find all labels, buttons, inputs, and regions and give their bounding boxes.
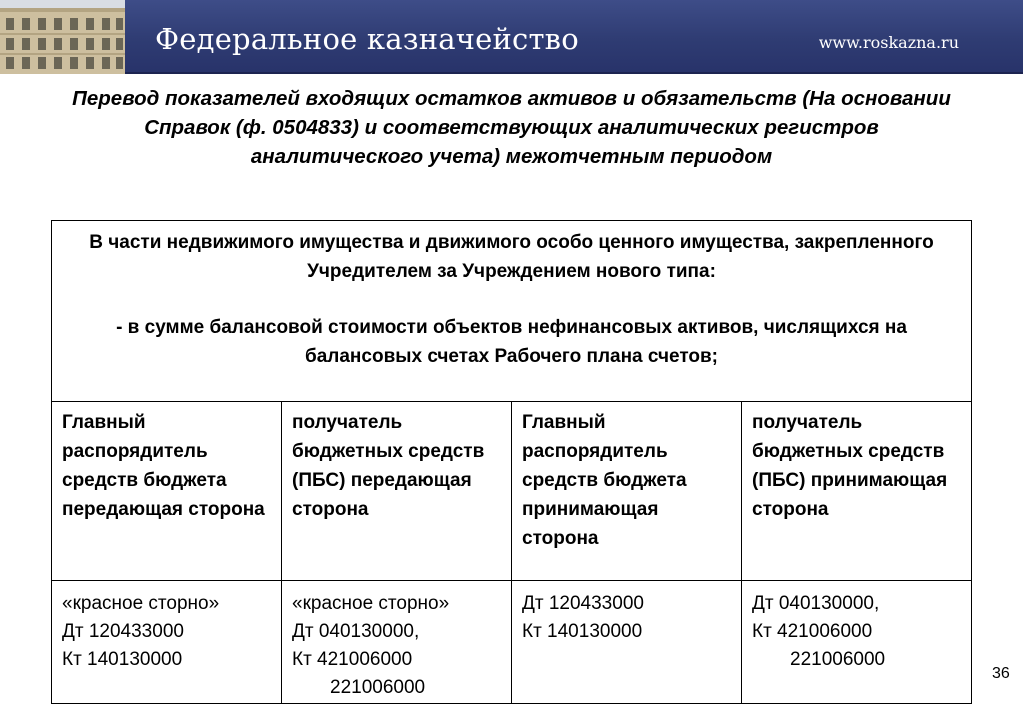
entry-line: Дт 120433000 <box>522 593 644 614</box>
entry-line: Дт 040130000, <box>752 593 880 614</box>
building-photo <box>0 0 125 74</box>
entry-cell-4 <box>742 581 972 704</box>
entry-cell-3 <box>512 581 742 704</box>
header-title: Федеральное казначейство <box>155 22 579 56</box>
slide-title: Перевод показателей входящих остатков активов и обязательств (На основании Справок (ф. 0504833) и соответствующих аналитических регистров аналитического учета) межотчетным периодом <box>72 87 951 168</box>
entry-line: Кт 140130000 <box>522 621 643 642</box>
entry-line: «красное сторно» <box>62 593 220 614</box>
entry-line: Дт 040130000, <box>292 621 420 642</box>
column-header-1: Главный распорядитель средств бюджета передающая сторона <box>52 402 282 581</box>
entry-cell-2 <box>282 581 512 704</box>
entry-line: 221006000 <box>330 677 426 698</box>
intro-line-1: В части недвижимого имущества и движимого особо ценного имущества, закрепленного Учредителем за Учреждением нового типа: <box>89 232 934 282</box>
intro-line-2: - в сумме балансовой стоимости объектов нефинансовых активов, числящихся на балансовых счетах Рабочего плана счетов; <box>116 317 907 367</box>
header-banner <box>0 0 1023 74</box>
column-header-4: получатель бюджетных средств (ПБС) принимающая сторона <box>742 402 972 581</box>
entry-line: Кт 421006000 <box>752 621 873 642</box>
table-intro <box>52 221 972 402</box>
entry-line: 221006000 <box>790 649 886 670</box>
column-header-2: получатель бюджетных средств (ПБС) передающая сторона <box>282 402 512 581</box>
entry-line: «красное сторно» <box>292 593 450 614</box>
entry-line: Кт 421006000 <box>292 649 413 670</box>
page-number: 36 <box>992 665 1010 682</box>
entry-cell-1 <box>52 581 282 704</box>
posting-table <box>51 220 972 704</box>
header-url[interactable]: www.roskazna.ru <box>818 33 959 52</box>
column-header-3: Главный распорядитель средств бюджета принимающая сторона <box>512 402 742 581</box>
entry-line: Кт 140130000 <box>62 649 183 670</box>
entry-line: Дт 120433000 <box>62 621 184 642</box>
